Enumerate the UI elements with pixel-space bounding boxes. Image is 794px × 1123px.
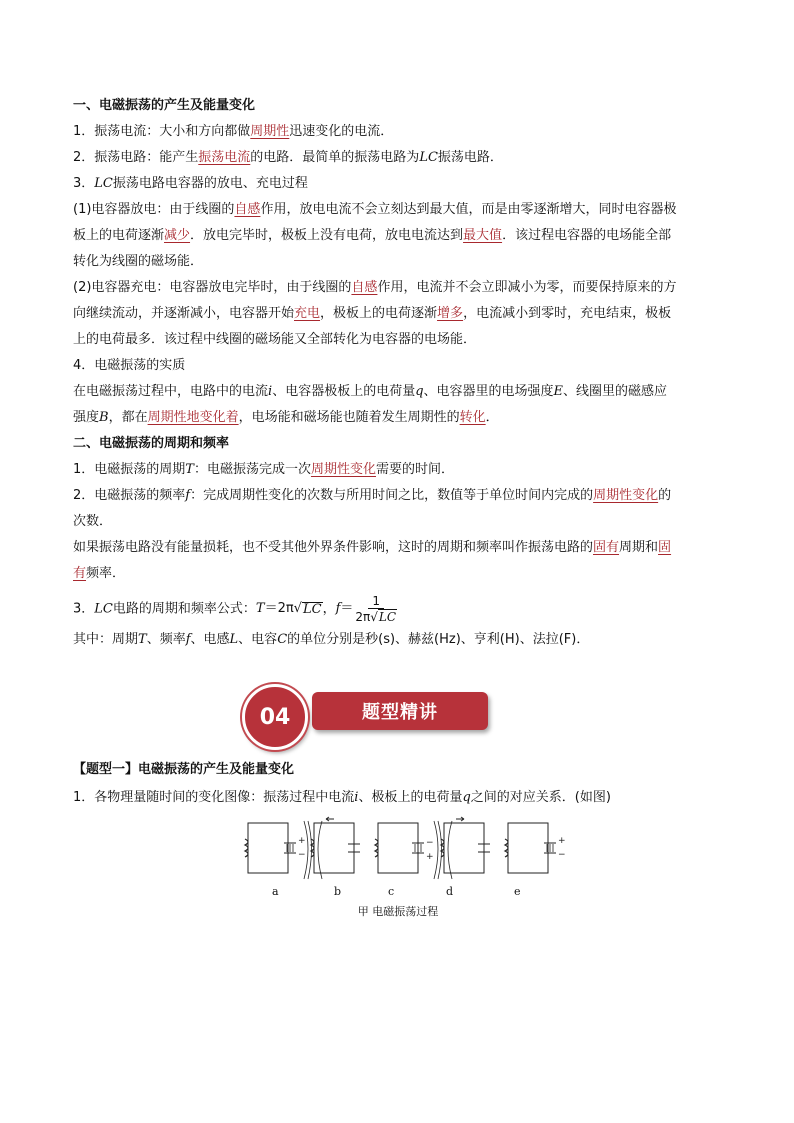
section-2-title: 二、电磁振荡的周期和频率	[73, 436, 230, 451]
svg-text:+: +	[298, 836, 306, 846]
figure-label-a: a	[272, 885, 279, 898]
paragraph-charge-2: 向继续流动，并逐渐减小，电容器开始充电，极板上的电荷逐渐增多，电流减小到零时，充电结束，极板	[73, 306, 672, 321]
period-formula: T ＝2π √ LC	[255, 601, 322, 617]
circuit-a	[245, 823, 306, 873]
keyword: 固	[658, 540, 672, 555]
svg-text:−: −	[426, 838, 434, 848]
svg-text:+: +	[426, 852, 434, 862]
circuit-c	[375, 823, 434, 873]
definition-oscillating-current: 1．振荡电流：大小和方向都做周期性迅速变化的电流．	[73, 124, 394, 139]
paragraph-natural-1: 如果振荡电路没有能量损耗，也不受其他外界条件影响，这时的周期和频率叫作振荡电路的固有周期和固	[73, 540, 672, 555]
fraction: $\frac{1}{2\pi√LC}$	[355, 593, 397, 624]
figure-drawing	[238, 817, 566, 903]
keyword: 自感	[351, 280, 378, 295]
keyword: 充电	[294, 306, 321, 321]
section-3-title: 【题型一】电磁振荡的产生及能量变化	[73, 762, 295, 777]
definition-oscillating-circuit: 2．振荡电路：能产生振荡电流的电路．最简单的振荡电路为LC振荡电路．	[73, 150, 503, 165]
paragraph-natural-2: 有频率．	[73, 566, 126, 581]
figure-label-e: e	[514, 885, 521, 898]
banner-title: 题型精讲	[312, 692, 488, 730]
keyword: 周期性变化	[593, 488, 659, 503]
svg-text:+: +	[558, 836, 566, 846]
section-banner	[242, 690, 492, 736]
formula-line: 3．LC电路的周期和频率公式： T ＝2π √ LC ， f ＝ $\frac{1}{2\pi√LC}$	[73, 587, 725, 627]
paragraph-discharge-1: (1)电容器放电：由于线圈的自感作用，放电电流不会立刻达到最大值，而是由零逐渐增大，同时电容器极	[73, 202, 677, 217]
circuit-e	[505, 823, 566, 873]
paragraph-discharge-2: 板上的电荷逐渐减少．放电完毕时，极板上没有电荷，放电电流达到最大值．该过程电容器的电场能全部	[73, 228, 672, 243]
paragraph-essence-2: 强度B，都在周期性地变化着，电场能和磁场能也随着发生周期性的转化．	[73, 410, 499, 425]
definition-frequency-2: 次数．	[73, 514, 113, 529]
keyword: 减少	[164, 228, 191, 243]
keyword: 周期性	[250, 124, 290, 139]
figure-label-c: c	[388, 885, 395, 898]
paragraph-charge-1: (2)电容器充电：电容器放电完毕时，由于线圈的自感作用，电流并不会立即减小为零，而要保持原来的方	[73, 280, 677, 295]
paragraph-essence-1: 在电磁振荡过程中，电路中的电流i、电容器极板上的电荷量q、电容器里的电场强度E、线圈里的磁感应	[73, 384, 668, 399]
section-1-title: 一、电磁振荡的产生及能量变化	[73, 98, 256, 113]
keyword: 有	[73, 566, 87, 581]
keyword: 周期性地变化着	[147, 410, 239, 425]
definition-frequency-1: 2．电磁振荡的频率f：完成周期性变化的次数与所用时间之比，数值等于单位时间内完成的周期性变化的	[73, 488, 672, 503]
keyword: 固有	[593, 540, 620, 555]
circuit-d	[434, 817, 490, 879]
lc-oscillation-figure	[238, 817, 566, 927]
paragraph-discharge-3: 转化为线圈的磁场能．	[73, 254, 204, 269]
subheading-charge-discharge: 3．LC振荡电路电容器的放电、充电过程	[73, 176, 308, 191]
keyword: 增多	[437, 306, 464, 321]
figure-caption: 甲 电磁振荡过程	[357, 905, 439, 918]
svg-text:−: −	[558, 850, 566, 860]
paragraph-charge-3: 上的电荷最多．该过程中线圈的磁场能又全部转化为电容器的电场能．	[73, 332, 477, 347]
keyword: 振荡电流	[198, 150, 251, 165]
section-3	[73, 756, 733, 812]
paragraph-units: 其中：周期T、频率f、电感L、电容C的单位分别是秒(s)、赫兹(Hz)、亨利(H)、法拉(F)．	[73, 632, 590, 647]
definition-period: 1．电磁振荡的周期T：电磁振荡完成一次周期性变化需要的时间．	[73, 462, 454, 477]
circuit-b	[304, 817, 360, 879]
paragraph-graph-intro: 1．各物理量随时间的变化图像：振荡过程中电流i、极板上的电荷量q之间的对应关系．(如图)	[73, 790, 611, 805]
subheading-essence: 4．电磁振荡的实质	[73, 358, 186, 373]
svg-text:−: −	[298, 850, 306, 860]
keyword: 最大值	[463, 228, 503, 243]
keyword: 自感	[234, 202, 261, 217]
keyword: 周期性变化	[310, 462, 376, 477]
section-1	[73, 93, 725, 653]
figure-label-b: b	[334, 885, 342, 898]
keyword: 转化	[459, 410, 486, 425]
frequency-formula: f ＝ $\frac{1}{2\pi√LC}$	[335, 593, 397, 624]
banner-number-badge: 04	[242, 684, 308, 750]
figure-label-d: d	[446, 885, 454, 898]
